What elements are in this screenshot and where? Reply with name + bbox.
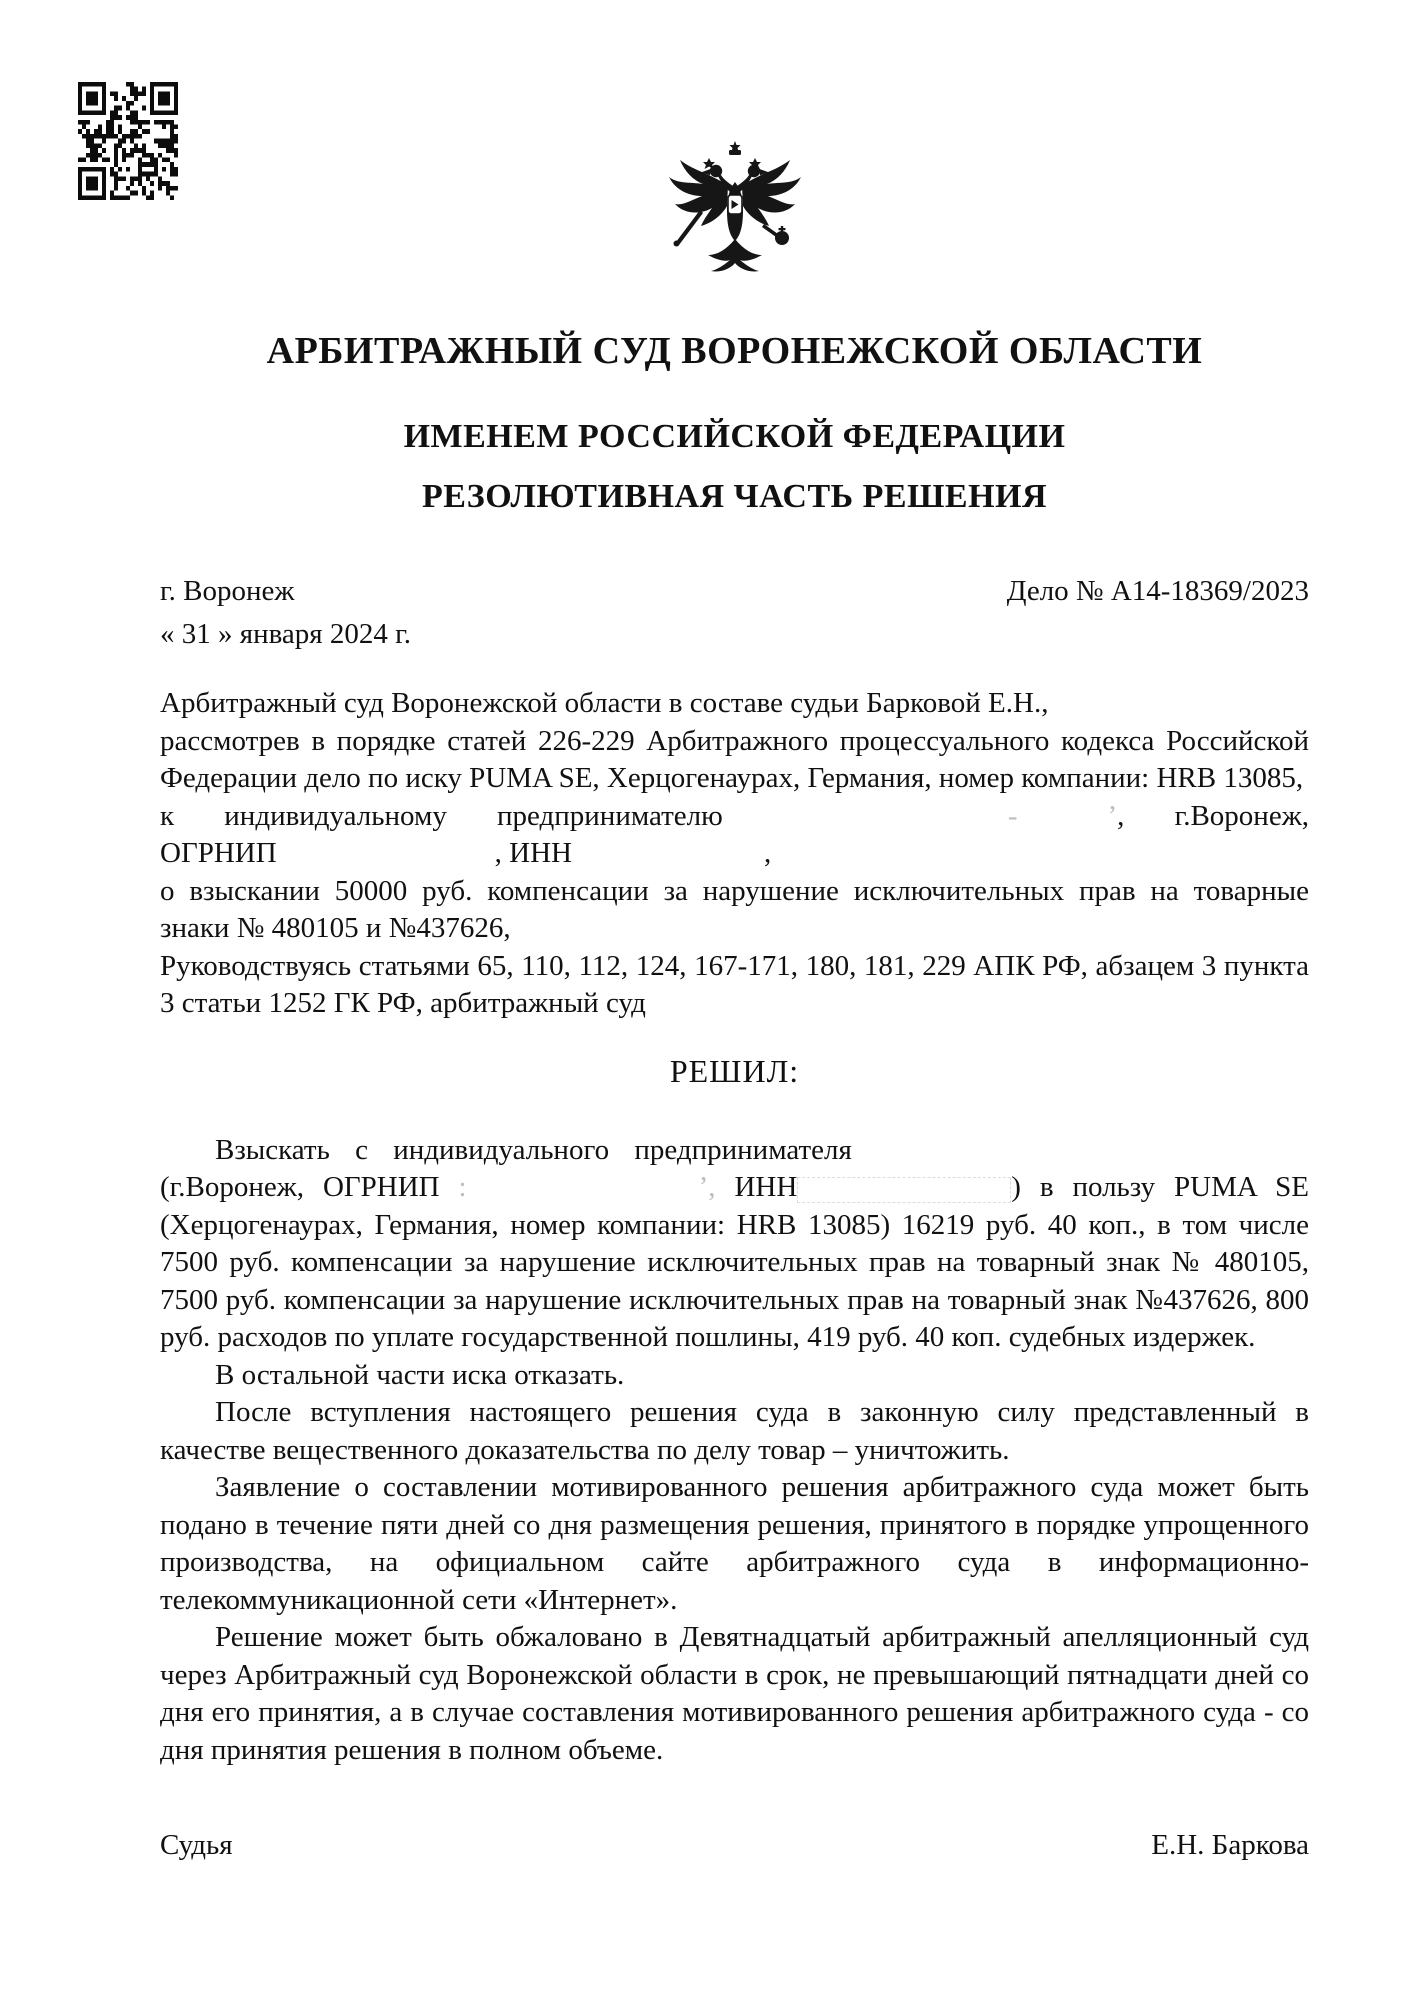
signature-row [160, 1827, 1309, 1864]
redacted-trace: ʼ [1107, 799, 1118, 832]
redacted-blank [572, 861, 764, 862]
paragraph: Руководствуясь статьями 65, 110, 112, 124, 167-171, 180, 181, 229 АПК РФ, абзацем 3 пункта 3 статьи 1252 ГК РФ, арбитражный суд [160, 949, 1309, 1019]
paragraph: Арбитражный суд Воронежской области в составе судьи Барковой Е.Н., [160, 687, 1049, 719]
paragraph: ОГРНИП , ИНН , [160, 837, 772, 869]
emblem-wrap [160, 0, 1309, 303]
case-number: Дело № А14-18369/2023 [1006, 575, 1309, 607]
paragraph: (Херцогенаурах, Германия, номер компании: HRB 13085) 16219 руб. 40 коп., в том числе 7500 руб. компенсации за нарушение исключительных прав на товарный знак № 480105, 7500 руб. компенсации за нарушение исключительных прав на товарный знак №437626, 800 руб. расходов по уплате государственной пошлины, 419 руб. 40 коп. судебных издержек. [160, 1208, 1309, 1353]
case-info-row [160, 573, 1309, 610]
paragraph: Заявление о составлении мотивированного решения арбитражного суда может быть подано в течение пяти дней со дня размещения решения, принятого в порядке упрощенного производства, на официальном сайте арбитражного суда в информационно-телекоммуникационной сети «Интернет». [160, 1471, 1309, 1616]
redacted-trace: : [439, 1171, 467, 1203]
redacted-area [797, 1177, 1011, 1203]
redacted-blank [277, 861, 495, 862]
resolution-heading: РЕШИЛ: [669, 1052, 800, 1089]
redacted-trace: ʼ, [698, 1171, 716, 1203]
paragraph: о взыскании 50000 руб. компенсации за нарушение исключительных прав на товарные знаки № 480105 и №437626, [160, 874, 1309, 944]
russian-coat-of-arms-icon [659, 138, 811, 298]
paragraph: В остальной части иска отказать. [215, 1358, 625, 1391]
redacted-blank [1017, 824, 1107, 825]
paragraph: (г.Воронеж, ОГРНИП : ʼ, ИНН ) в пользу PUMA SE [160, 1171, 1309, 1203]
signature-role: Судья [160, 1829, 233, 1861]
in-name-of-line: ИМЕНЕМ РОССИЙСКОЙ ФЕДЕРАЦИИ [403, 418, 1066, 455]
paragraph: Решение может быть обжаловано в Девятнадцатый арбитражный апелляционный суд через Арбитражный суд Воронежской области в срок, не превышающий пятнадцати дней со дня его принятия, а в случае составления мотивированного решения арбитражного суда - со дня принятия решения в полном объеме. [160, 1621, 1309, 1766]
document-type: РЕЗОЛЮТИВНАЯ ЧАСТЬ РЕШЕНИЯ [421, 478, 1048, 515]
qr-code [78, 82, 178, 200]
decision-date: « 31 » января 2024 г. [160, 618, 412, 650]
paragraph: к индивидуальному предпринимателю - ʼ, г.Воронеж, [160, 799, 1309, 832]
redacted-blank [723, 824, 1008, 825]
signature-name: Е.Н. Баркова [1151, 1829, 1309, 1861]
intro-paragraphs [160, 685, 1309, 1023]
resolution-paragraphs [160, 1132, 1309, 1770]
paragraph: Взыскать с индивидуального предпринимателя [215, 1133, 852, 1166]
redacted-trace: - [1007, 799, 1018, 832]
redacted-blank [467, 1195, 699, 1196]
paragraph: После вступления настоящего решения суда в законную силу представленный в качестве вещественного доказательства по делу товар – уничтожить. [160, 1396, 1309, 1466]
city-label: г. Воронеж [160, 575, 295, 607]
paragraph: рассмотрев в порядке статей 226-229 Арбитражного процессуального кодекса Российской Федерации дело по иску PUMA SE, Херцогенаурах, Германия, номер компании: HRB 13085, [160, 724, 1309, 794]
court-name: АРБИТРАЖНЫЙ СУД ВОРОНЕЖСКОЙ ОБЛАСТИ [266, 330, 1203, 372]
